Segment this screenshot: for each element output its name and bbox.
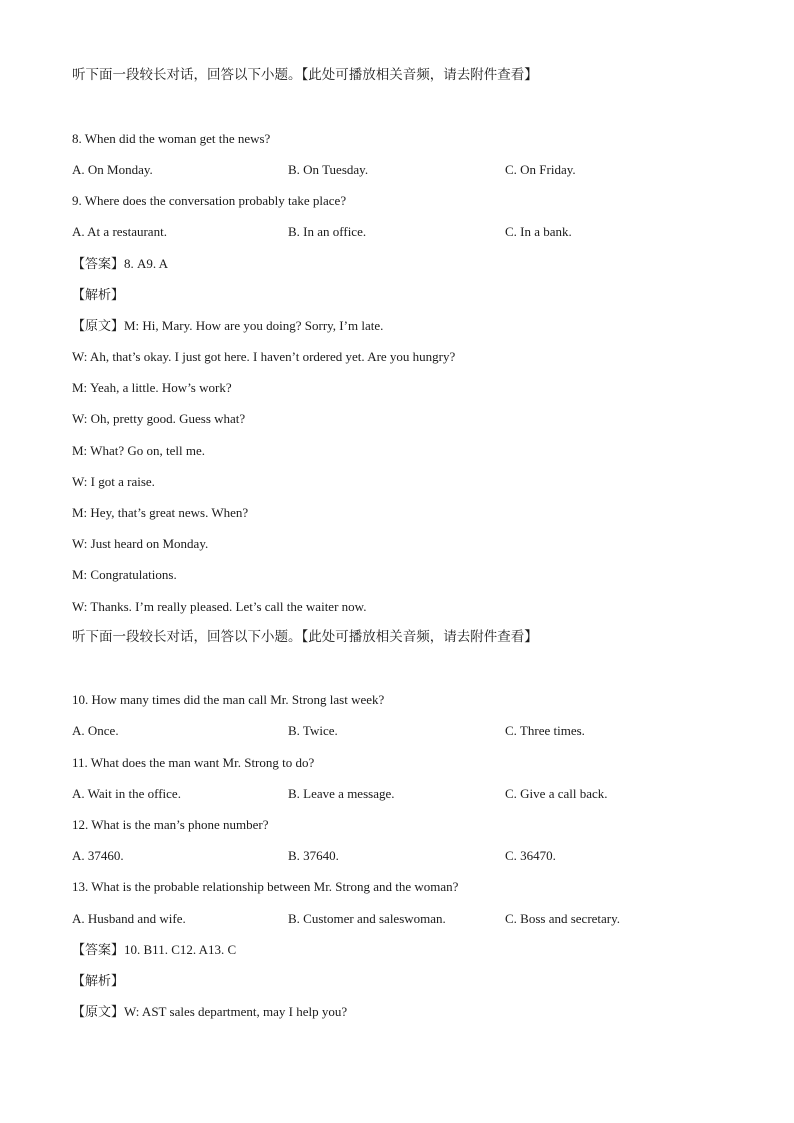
transcript-line: 【原文】W: AST sales department, may I help you? [72,1004,348,1019]
q13-stem: 13. What is the probable relationship between Mr. Strong and the woman? [72,879,459,894]
section2-analysis: 【解析】 [72,973,125,988]
q13-option-b: B. Customer and saleswoman. [288,911,446,926]
transcript-line: W: Just heard on Monday. [72,536,209,551]
transcript-line: M: Yeah, a little. How’s work? [72,380,232,395]
section2-intro: 听下面一段较长对话，回答以下小题。【此处可播放相关音频，请去附件查看】 [72,629,538,645]
transcript-line: W: Thanks. I’m really pleased. Let’s call the waiter now. [72,599,367,614]
section1-analysis: 【解析】 [72,287,125,302]
q8-option-c: C. On Friday. [505,162,576,177]
q12-stem: 12. What is the man’s phone number? [72,817,269,832]
transcript-line: 【原文】M: Hi, Mary. How are you doing? Sorry, I’m late. [72,318,384,333]
q13-option-a: A. Husband and wife. [72,911,186,926]
q10-stem: 10. How many times did the man call Mr. Strong last week? [72,692,385,707]
q8-option-b: B. On Tuesday. [288,162,369,177]
q8-option-a: A. On Monday. [72,162,153,177]
q9-option-b: B. In an office. [288,224,367,239]
q11-option-b: B. Leave a message. [288,786,395,801]
transcript-line: W: Oh, pretty good. Guess what? [72,411,246,426]
transcript-line: M: Hey, that’s great news. When? [72,505,249,520]
transcript-line: M: What? Go on, tell me. [72,443,205,458]
section1-intro: 听下面一段较长对话，回答以下小题。【此处可播放相关音频，请去附件查看】 [72,67,538,83]
transcript-line: M: Congratulations. [72,567,177,582]
section2-answer: 【答案】10. B11. C12. A13. C [72,942,237,957]
q8-stem: 8. When did the woman get the news? [72,131,271,146]
transcript-line: W: I got a raise. [72,474,155,489]
q13-option-c: C. Boss and secretary. [505,911,621,926]
q10-option-b: B. Twice. [288,723,338,738]
q11-option-c: C. Give a call back. [505,786,608,801]
q10-option-c: C. Three times. [505,723,585,738]
q11-stem: 11. What does the man want Mr. Strong to do? [72,755,315,770]
q12-option-c: C. 36470. [505,848,556,863]
section1-answer: 【答案】8. A9. A [72,256,169,271]
q9-option-a: A. At a restaurant. [72,224,167,239]
q9-stem: 9. Where does the conversation probably take place? [72,193,347,208]
q12-option-b: B. 37640. [288,848,339,863]
q9-option-c: C. In a bank. [505,224,572,239]
q12-option-a: A. 37460. [72,848,124,863]
q10-option-a: A. Once. [72,723,119,738]
transcript-line: W: Ah, that’s okay. I just got here. I haven’t ordered yet. Are you hungry? [72,349,456,364]
q11-option-a: A. Wait in the office. [72,786,181,801]
